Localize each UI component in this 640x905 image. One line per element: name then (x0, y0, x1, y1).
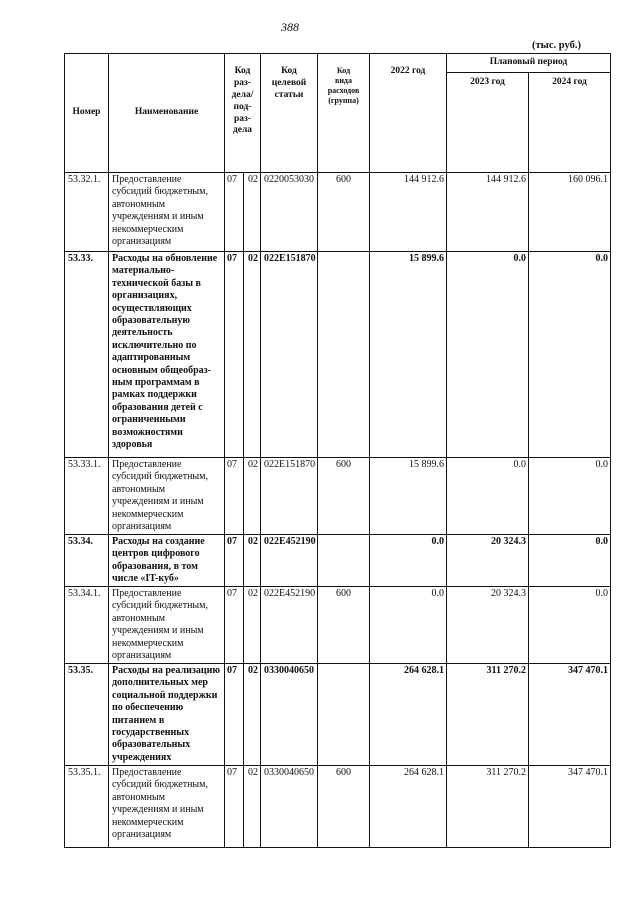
header-2024: 2024 год (529, 72, 611, 172)
row-target-code: 022E452190 (261, 586, 318, 663)
row-name: Расходы на обновление материально- технической базы в организациях, осуществляющих образовательную деятельность исключительно по адаптированным основным общеобраз- ным программам в рамках поддержки образования детей с ограниченными возможностями здоровья (109, 251, 225, 457)
row-expense-type: 600 (318, 457, 370, 534)
row-expense-type (318, 251, 370, 457)
table-row (65, 765, 611, 847)
row-name: Предоставление субсидий бюджетным, автономным учреждениям и иным некоммерческим организациям (109, 586, 225, 663)
header-2022: 2022 год (370, 54, 447, 173)
row-section: 07 (225, 172, 244, 251)
row-expense-type: 600 (318, 172, 370, 251)
row-amount-2024: 347 470.1 (529, 765, 611, 847)
row-amount-2023: 0.0 (447, 457, 529, 534)
row-name: Предоставление субсидий бюджетным, автономным учреждениям и иным некоммерческим организациям (109, 457, 225, 534)
header-planning-period: Плановый период (447, 54, 611, 73)
header-section-code: Код раз- дела/ под- раз- дела (225, 54, 261, 173)
row-subsection: 02 (244, 172, 261, 251)
row-subsection: 02 (244, 534, 261, 586)
page-number: 388 (281, 20, 299, 34)
row-subsection: 02 (244, 457, 261, 534)
row-amount-2022: 15 899.6 (370, 457, 447, 534)
row-target-code: 022E452190 (261, 534, 318, 586)
row-expense-type: 600 (318, 765, 370, 847)
row-section: 07 (225, 251, 244, 457)
row-number: 53.35.1. (65, 765, 109, 847)
row-amount-2022: 15 899.6 (370, 251, 447, 457)
row-target-code: 022E151870 (261, 251, 318, 457)
row-number: 53.34.1. (65, 586, 109, 663)
table-row (65, 172, 611, 251)
budget-table (64, 53, 611, 848)
row-name: Предоставление субсидий бюджетным, автономным учреждениям и иным некоммерческим организациям (109, 765, 225, 847)
table-row (65, 663, 611, 765)
row-amount-2024: 0.0 (529, 586, 611, 663)
row-number: 53.35. (65, 663, 109, 765)
row-amount-2024: 160 096.1 (529, 172, 611, 251)
table-row (65, 457, 611, 534)
row-amount-2023: 0.0 (447, 251, 529, 457)
row-section: 07 (225, 663, 244, 765)
row-amount-2022: 0.0 (370, 534, 447, 586)
table-row (65, 251, 611, 457)
row-expense-type (318, 663, 370, 765)
table-row (65, 586, 611, 663)
row-section: 07 (225, 457, 244, 534)
row-section: 07 (225, 765, 244, 847)
row-amount-2023: 20 324.3 (447, 586, 529, 663)
row-amount-2023: 311 270.2 (447, 765, 529, 847)
row-name: Расходы на реализацию дополнительных мер социальной поддержки по обеспечению питанием в государственных образовательных учреждениях (109, 663, 225, 765)
row-expense-type (318, 534, 370, 586)
row-amount-2022: 0.0 (370, 586, 447, 663)
row-subsection: 02 (244, 586, 261, 663)
row-target-code: 0220053030 (261, 172, 318, 251)
row-number: 53.33.1. (65, 457, 109, 534)
row-amount-2023: 20 324.3 (447, 534, 529, 586)
row-target-code: 0330040650 (261, 765, 318, 847)
row-amount-2022: 264 628.1 (370, 663, 447, 765)
row-amount-2022: 264 628.1 (370, 765, 447, 847)
row-amount-2023: 144 912.6 (447, 172, 529, 251)
row-expense-type: 600 (318, 586, 370, 663)
row-number: 53.34. (65, 534, 109, 586)
units-label: (тыс. руб.) (532, 40, 581, 51)
row-amount-2023: 311 270.2 (447, 663, 529, 765)
row-amount-2024: 0.0 (529, 534, 611, 586)
row-subsection: 02 (244, 765, 261, 847)
row-subsection: 02 (244, 663, 261, 765)
header-number: Номер (65, 54, 109, 173)
row-subsection: 02 (244, 251, 261, 457)
row-amount-2024: 0.0 (529, 251, 611, 457)
row-section: 07 (225, 534, 244, 586)
row-number: 53.32.1. (65, 172, 109, 251)
header-name: Наименование (109, 54, 225, 173)
header-2023: 2023 год (447, 72, 529, 172)
row-target-code: 022E151870 (261, 457, 318, 534)
row-section: 07 (225, 586, 244, 663)
table-row (65, 534, 611, 586)
row-amount-2024: 0.0 (529, 457, 611, 534)
header-expense-type-code: Код вида расходов (группа) (318, 54, 370, 173)
row-amount-2024: 347 470.1 (529, 663, 611, 765)
row-number: 53.33. (65, 251, 109, 457)
row-target-code: 0330040650 (261, 663, 318, 765)
header-target-code: Код целевой статьи (261, 54, 318, 173)
row-name: Предоставление субсидий бюджетным, автономным учреждениям и иным некоммерческим организациям (109, 172, 225, 251)
row-amount-2022: 144 912.6 (370, 172, 447, 251)
row-name: Расходы на создание центров цифрового образования, в том числе «IT-куб» (109, 534, 225, 586)
